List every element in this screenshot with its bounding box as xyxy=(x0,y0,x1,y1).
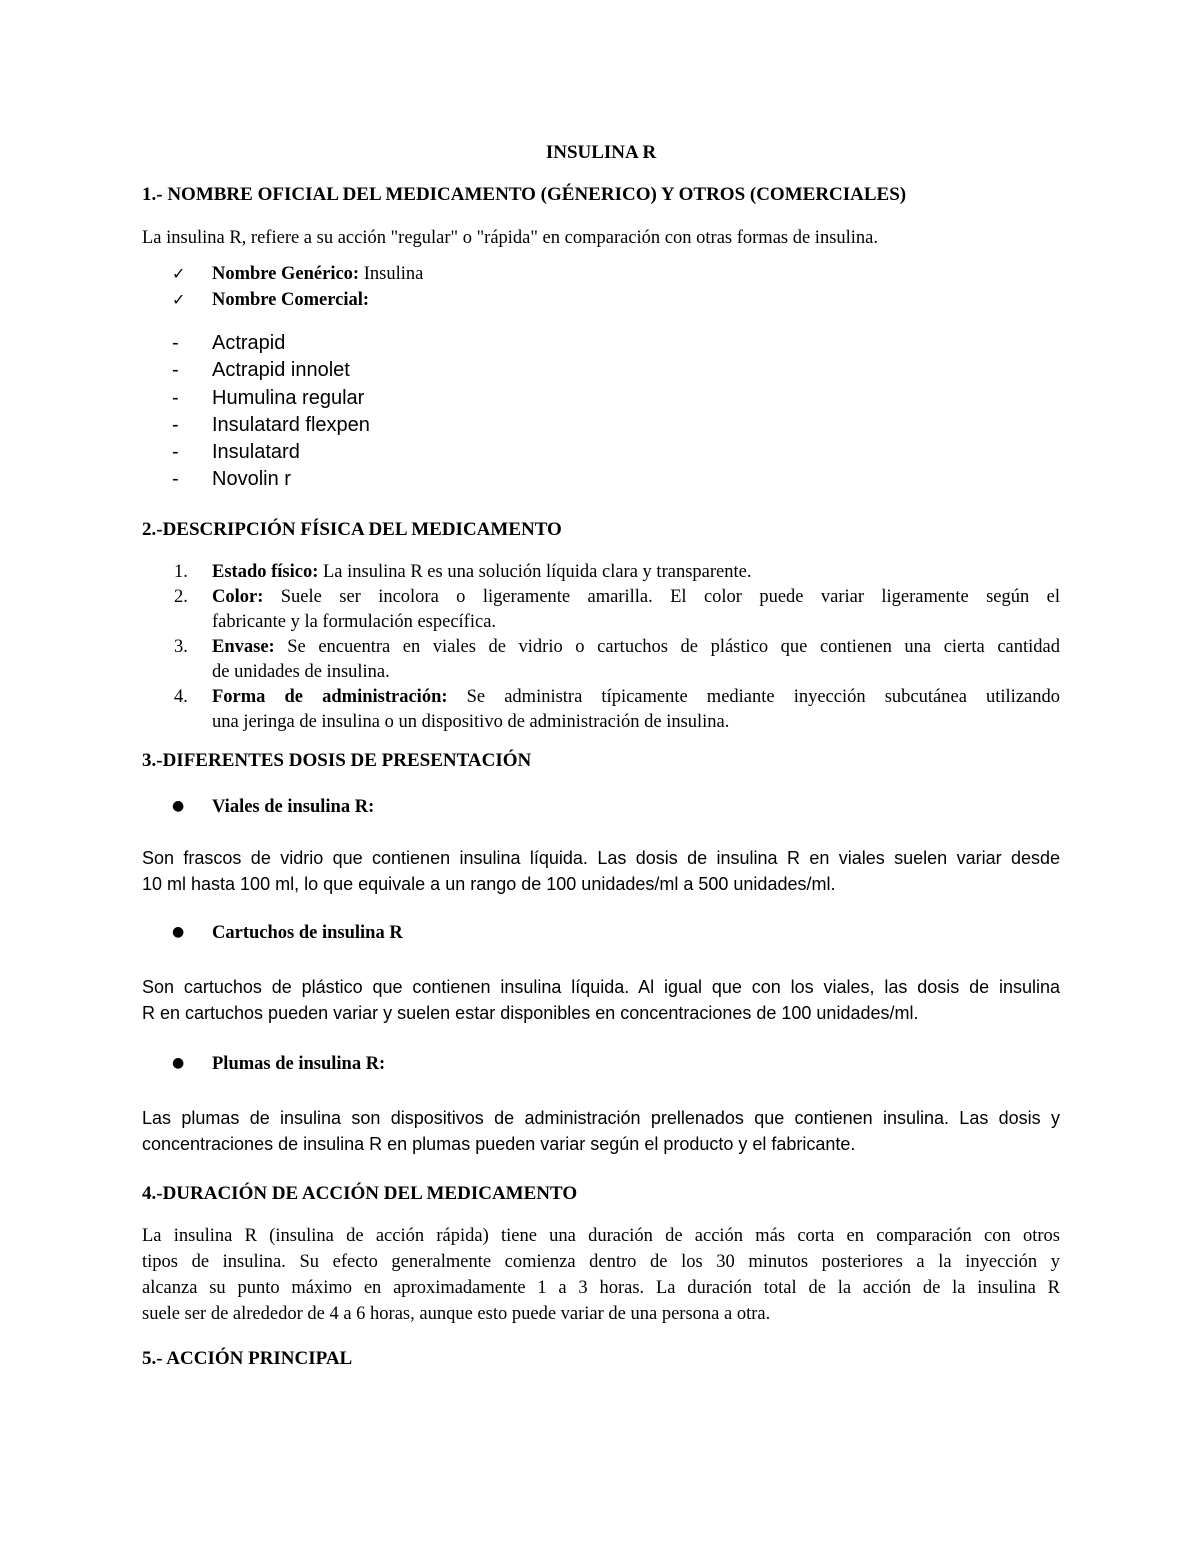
commercial-name-label: Nombre Comercial: xyxy=(212,290,370,310)
generic-name-label: Nombre Genérico: xyxy=(212,264,360,284)
pens-paragraph: Las plumas de insulina son dispositivos de administración prellenados que contienen insulina. Las dosis y concentraciones de insulina R en plumas pueden variar según el producto y el fabricante. xyxy=(142,1108,1060,1154)
document-title: INSULINA R xyxy=(545,142,657,163)
list-item: - Actrapid innolet xyxy=(172,359,350,382)
list-item: 3. Envase: Se encuentra en viales de vidrio o cartuchos de plástico que contienen una cierta cantidad de unidades de insulina. xyxy=(174,637,1060,682)
check-icon: ✓ xyxy=(172,290,186,309)
section-1-intro: La insulina R, refiere a su acción "regular" o "rápida" en comparación con otras formas de insulina. xyxy=(142,228,879,248)
check-icon: ✓ xyxy=(172,264,186,283)
list-item: 2. Color: Suele ser incolora o ligeramente amarilla. El color puede variar ligeramente según el fabricante y la formulación específica. xyxy=(174,587,1060,632)
bullet-vials: ● Viales de insulina R: xyxy=(172,797,375,817)
section-4-heading: 4.-DURACIÓN DE ACCIÓN DEL MEDICAMENTO xyxy=(142,1183,578,1204)
cartridges-paragraph: Son cartuchos de plástico que contienen insulina líquida. Al igual que con los viales, las dosis de insulina R en cartuchos pueden variar y suelen estar disponibles en concentraciones de 100 unidades/ml. xyxy=(142,977,1060,1023)
section-1-heading: 1.- NOMBRE OFICIAL DEL MEDICAMENTO (GÉNERICO) Y OTROS (COMERCIALES) xyxy=(142,184,907,205)
list-item: 1. Estado físico: La insulina R es una solución líquida clara y transparente. xyxy=(174,562,752,582)
vials-paragraph: Son frascos de vidrio que contienen insulina líquida. Las dosis de insulina R en viales suelen variar desde 10 ml hasta 100 ml, lo que equivale a un rango de 100 unidades/ml a 500 unidades/ml. xyxy=(142,848,1060,894)
generic-name-value: Insulina xyxy=(359,264,424,284)
commercial-names-list xyxy=(172,330,370,494)
bullet-icon: ● xyxy=(172,1055,185,1071)
section-5-heading: 5.- ACCIÓN PRINCIPAL xyxy=(142,1348,353,1369)
list-item: - Insulatard flexpen xyxy=(172,413,370,436)
list-item: 4. Forma de administración: Se administra típicamente mediante inyección subcutánea utilizando una jeringa de insulina o un dispositivo de administración de insulina. xyxy=(174,687,1060,732)
bullet-cartridges: ● Cartuchos de insulina R xyxy=(172,923,403,943)
generic-name-item xyxy=(172,264,423,285)
list-item: - Insulatard xyxy=(172,441,300,464)
duration-paragraph: La insulina R (insulina de acción rápida) tiene una duración de acción más corta en comparación con otros tipos de insulina. Su efecto generalmente comienza dentro de los 30 minutos posteriores a la inyección y alcanza su punto máximo en aproximadamente 1 a 3 horas. La duración total de la acción de la insulina R suele ser de alrededor de 4 a 6 horas, aunque esto puede variar de una persona a otra. xyxy=(142,1226,1060,1324)
section-2-heading: 2.-DESCRIPCIÓN FÍSICA DEL MEDICAMENTO xyxy=(142,519,562,540)
physical-description-list xyxy=(142,560,1060,735)
list-item: - Actrapid xyxy=(172,332,286,354)
bullet-pens: ● Plumas de insulina R: xyxy=(172,1054,386,1074)
list-item: - Humulina regular xyxy=(172,386,365,409)
commercial-name-item xyxy=(172,290,369,311)
bullet-icon: ● xyxy=(172,798,185,814)
list-item: - Novolin r xyxy=(172,468,291,491)
bullet-icon: ● xyxy=(172,924,185,940)
section-3-heading: 3.-DIFERENTES DOSIS DE PRESENTACIÓN xyxy=(142,750,532,771)
